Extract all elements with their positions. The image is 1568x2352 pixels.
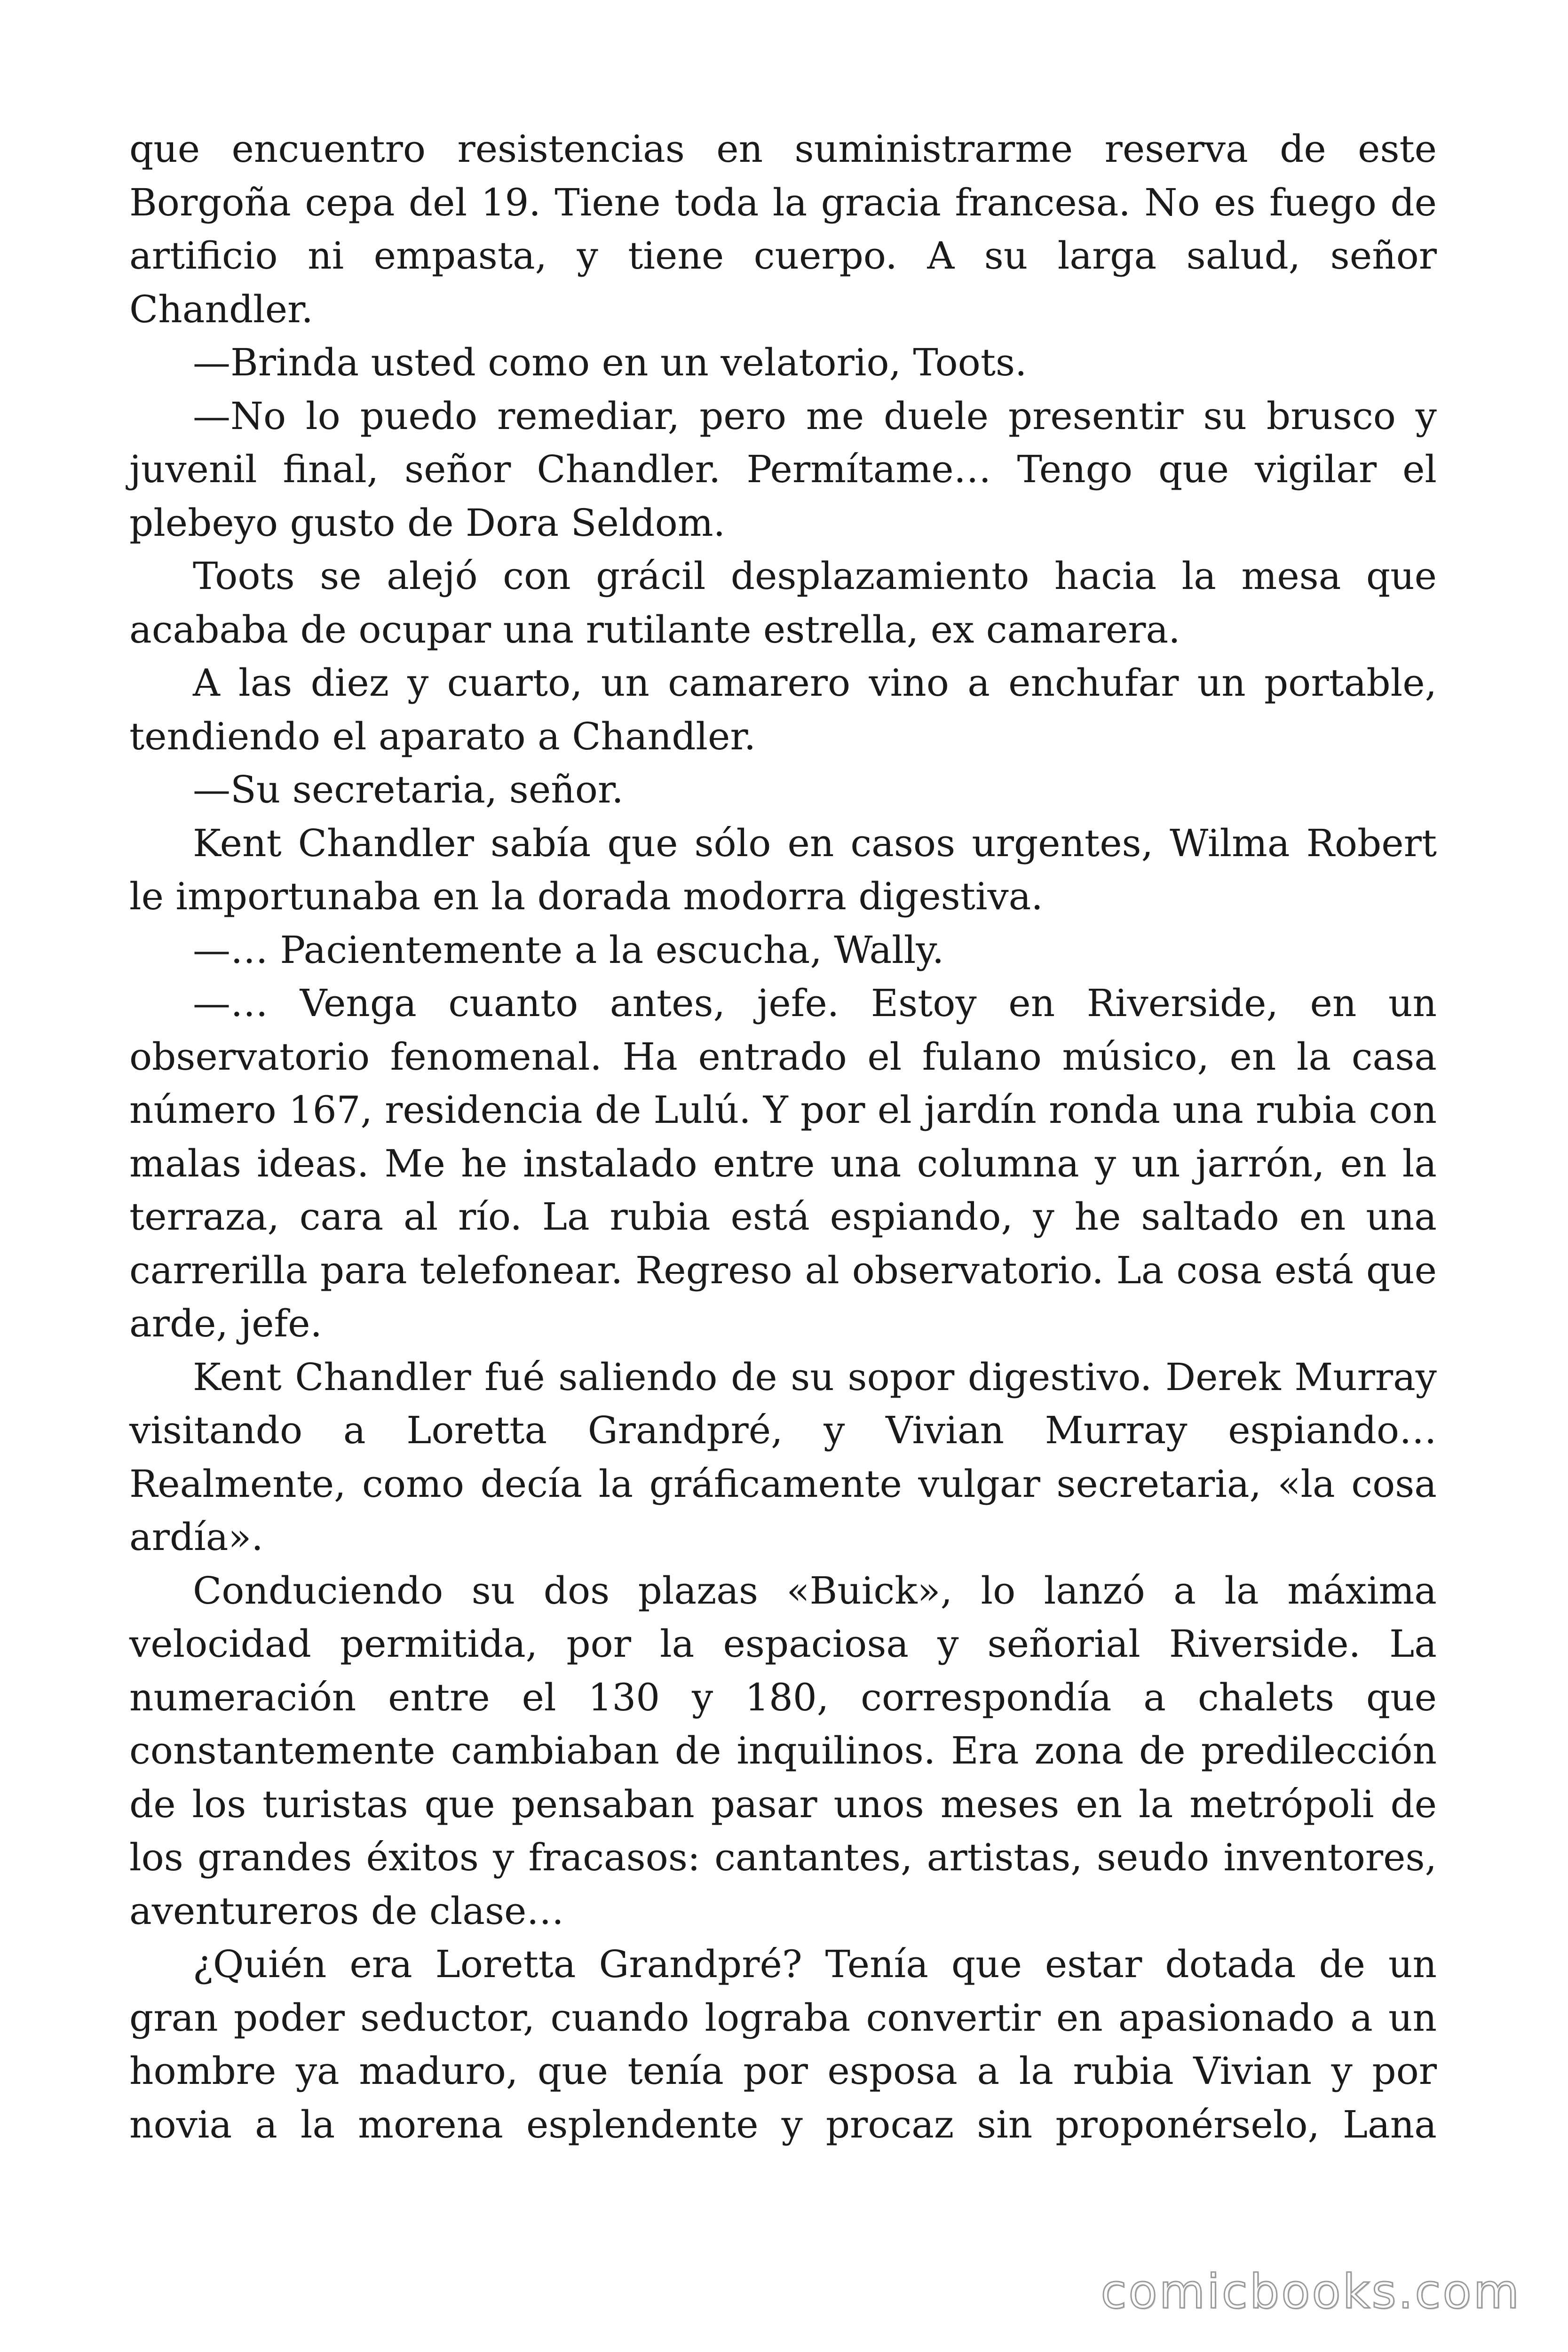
paragraph-12: ¿Quién era Loretta Grandpré? Tenía que estar dotada de un gran poder seductor, cuando lograba convertir en apasionado a un hombre ya maduro, que tenía por esposa a la rubia Vivian y por novia a la morena esplendente y procaz sin proponérselo, Lana xyxy=(129,1942,1437,2146)
paragraph-4: Toots se alejó con grácil desplazamiento hacia la mesa que acababa de ocupar una rutilante estrella, ex camarera. xyxy=(129,554,1437,652)
paragraph-6: —Su secretaria, señor. xyxy=(193,768,624,811)
paragraph-2: —Brinda usted como en un velatorio, Toots. xyxy=(193,341,1027,384)
paragraph-10: Kent Chandler fué saliendo de su sopor digestivo. Derek Murray visitando a Loretta Grandpré, y Vivian Murray espiando… Realmente, como decía la gráficamente vulgar secretaria, «la cosa ardía». xyxy=(129,1355,1437,1559)
paragraph-3: —No lo puedo remediar, pero me duele presentir su brusco y juvenil final, señor Chandler. Permítame… Tengo que vigilar el plebeyo gusto de Dora Seldom. xyxy=(129,394,1437,545)
paragraph-11: Conduciendo su dos plazas «Buick», lo lanzó a la máxima velocidad permitida, por la espaciosa y señorial Riverside. La numeración entre el 130 y 180, correspondía a chalets que constantemente cambiaban de inquilinos. Era zona de predilección de los turistas que pensaban pasar unos meses en la metrópoli de los grandes éxitos y fracasos: cantantes, artistas, seudo inventores, aventureros de clase… xyxy=(129,1568,1437,1933)
paragraph-5: A las diez y cuarto, un camarero vino a enchufar un portable, tendiendo el aparato a Chandler. xyxy=(129,661,1437,758)
paragraph-7: Kent Chandler sabía que sólo en casos urgentes, Wilma Robert le importunaba en la dorada modorra digestiva. xyxy=(129,821,1437,918)
paragraph-8: —… Pacientemente a la escucha, Wally. xyxy=(193,928,944,972)
paragraph-1: que encuentro resistencias en suministrarme reserva de este Borgoña cepa del 19. Tiene toda la gracia francesa. No es fuego de artificio ni empasta, y tiene cuerpo. A su larga salud, señor Chandler. xyxy=(129,127,1437,331)
watermark: comicbooks.com xyxy=(1101,2264,1521,2319)
page-body xyxy=(129,122,1437,2151)
paragraph-9: —… Venga cuanto antes, jefe. Estoy en Riverside, en un observatorio fenomenal. Ha entrado el fulano músico, en la casa número 167, residencia de Lulú. Y por el jardín ronda una rubia con malas ideas. Me he instalado entre una columna y un jarrón, en la terraza, cara al río. La rubia está espiando, y he saltado en una carrerilla para telefonear. Regreso al observatorio. La cosa está que arde, jefe. xyxy=(129,981,1437,1345)
